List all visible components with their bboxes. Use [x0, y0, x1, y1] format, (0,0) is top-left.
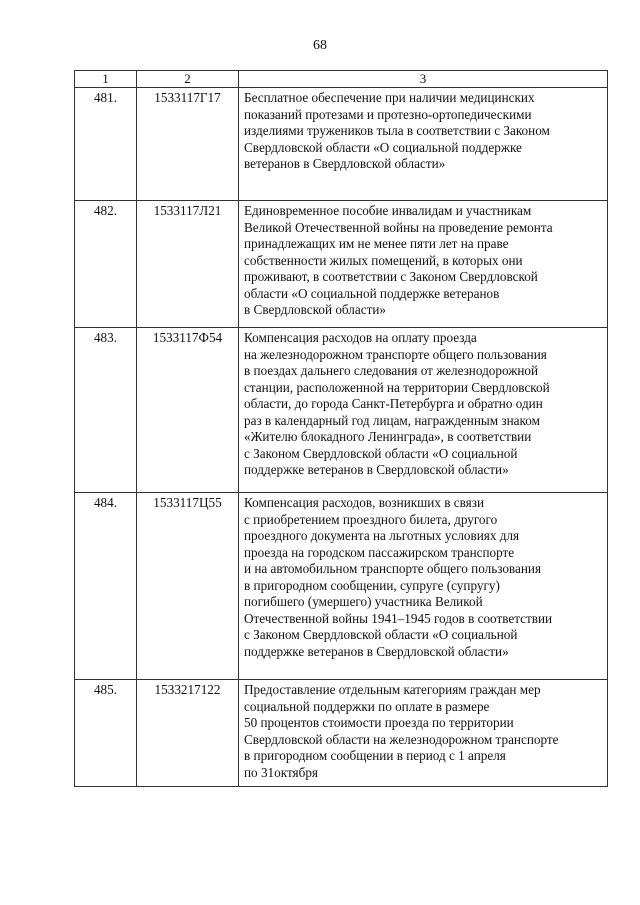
- description-line: социальной поддержки по оплате в размере: [244, 698, 490, 714]
- row-description: [239, 680, 608, 787]
- description-line: принадлежащих им не менее пяти лет на праве: [244, 236, 509, 251]
- description-line: поддержке ветеранов в Свердловской области»: [244, 643, 509, 659]
- description-line: по 31октября: [244, 764, 318, 780]
- table-header-row: [75, 71, 608, 88]
- description-line: в пригородном сообщении в период с 1 апреля: [244, 748, 506, 763]
- row-number: 485.: [75, 680, 137, 787]
- row-number: 484.: [75, 493, 137, 680]
- description-line: Предоставление отдельным категориям граждан мер: [244, 682, 541, 697]
- description-line: Свердловской области на железнодорожном транспорте: [244, 731, 559, 747]
- row-code: 1533117Ф54: [137, 328, 239, 493]
- description-line: показаний протезами и протезно-ортопедическими: [244, 106, 532, 122]
- description-line: области, до города Санкт-Петербурга и обратно один: [244, 396, 543, 411]
- page-number: 68: [313, 38, 327, 53]
- description-line: 50 процентов стоимости проезда по территории: [244, 715, 514, 730]
- description-line: области «О социальной поддержке ветеранов: [244, 285, 500, 301]
- column-header-3: 3: [239, 71, 608, 88]
- description-line: Отечественной войны 1941–1945 годов в соответствии: [244, 610, 553, 626]
- table-row: [75, 201, 608, 328]
- description-line: ветеранов в Свердловской области»: [244, 156, 446, 171]
- row-number: 483.: [75, 328, 137, 493]
- table-row: [75, 328, 608, 493]
- description-line: Бесплатное обеспечение при наличии медицинских: [244, 90, 535, 105]
- table-row: [75, 680, 608, 787]
- description-line: в поездах дальнего следования от железнодорожной: [244, 363, 539, 378]
- description-line: в пригородном сообщении, супруге (супругу): [244, 577, 500, 593]
- table-row: [75, 493, 608, 680]
- description-line: поддержке ветеранов в Свердловской области»: [244, 462, 509, 477]
- description-line: в Свердловской области»: [244, 302, 386, 317]
- row-description: [239, 328, 608, 493]
- row-code: 1533117Ц55: [137, 493, 239, 680]
- description-line: Свердловской области «О социальной поддержке: [244, 139, 522, 155]
- row-description: [239, 493, 608, 680]
- description-line: Великой Отечественной войны на проведение ремонта: [244, 219, 553, 235]
- description-line: Компенсация расходов, возникших в связи: [244, 495, 485, 510]
- description-line: и на автомобильном транспорте общего пользования: [244, 561, 542, 576]
- row-description: [239, 201, 608, 328]
- description-line: с Законом Свердловской области «О социальной: [244, 445, 518, 461]
- row-number: 481.: [75, 88, 137, 201]
- description-line: погибшего (умершего) участника Великой: [244, 594, 483, 609]
- column-header-1: 1: [75, 71, 137, 88]
- row-code: 1533117Л21: [137, 201, 239, 328]
- registry-table: [74, 70, 608, 787]
- description-line: изделиями тружеников тыла в соответствии с Законом: [244, 123, 550, 138]
- table-row: [75, 88, 608, 201]
- description-line: проездного документа на льготных условиях для: [244, 528, 520, 543]
- row-description: [239, 88, 608, 201]
- description-line: станции, расположенной на территории Свердловской: [244, 379, 550, 395]
- description-line: проезда на городском пассажирском транспорте: [244, 544, 515, 560]
- description-line: «Жителю блокадного Ленинграда», в соответствии: [244, 429, 532, 444]
- row-code: 1533217122: [137, 680, 239, 787]
- description-line: Единовременное пособие инвалидам и участникам: [244, 203, 532, 218]
- row-code: 1533117Г17: [137, 88, 239, 201]
- description-line: собственности жилых помещений, в которых они: [244, 252, 523, 268]
- row-number: 482.: [75, 201, 137, 328]
- description-line: раз в календарный год лицам, награжденным знаком: [244, 412, 540, 428]
- description-line: с приобретением проездного билета, другого: [244, 511, 498, 527]
- description-line: с Законом Свердловской области «О социальной: [244, 627, 518, 642]
- column-header-2: 2: [137, 71, 239, 88]
- description-line: на железнодорожном транспорте общего пользования: [244, 346, 547, 362]
- description-line: проживают, в соответствии с Законом Свердловской: [244, 269, 538, 284]
- description-line: Компенсация расходов на оплату проезда: [244, 330, 477, 345]
